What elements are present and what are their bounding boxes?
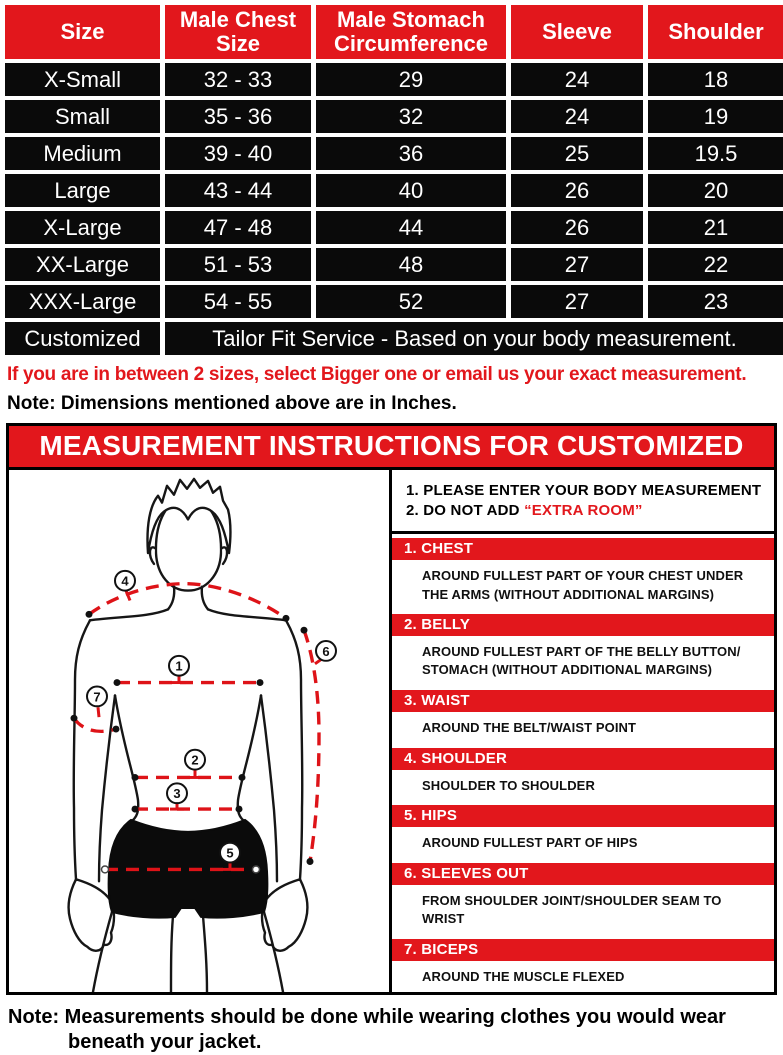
section-sleeves-out: [392, 863, 774, 934]
customized-value-cell: Tailor Fit Service - Based on your body measurement.: [165, 322, 783, 355]
table-cell: 19: [648, 100, 783, 133]
table-cell: XXX-Large: [5, 285, 160, 318]
section-heading: 5. HIPS: [392, 805, 774, 827]
instructions-title: MEASUREMENT INSTRUCTIONS FOR CUSTOMIZED: [9, 426, 774, 470]
section-body: AROUND FULLEST PART OF THE BELLY BUTTON/ STOMACH (WITHOUT ADDITIONAL MARGINS): [422, 644, 741, 678]
section-body: AROUND THE BELT/WAIST POINT: [422, 720, 637, 736]
intro-line-1: 1. PLEASE ENTER YOUR BODY MEASUREMENT: [406, 482, 762, 499]
section-body: SHOULDER TO SHOULDER: [422, 777, 595, 793]
table-cell: 54 - 55: [165, 285, 311, 318]
between-sizes-note: If you are in between 2 sizes, select Bigger one or email us your exact measurement.: [7, 364, 747, 385]
table-cell: 27: [511, 285, 643, 318]
section-heading: 1. CHEST: [392, 538, 774, 560]
extra-room-highlight: “EXTRA ROOM”: [524, 502, 643, 519]
section-heading: 2. BELLY: [392, 614, 774, 636]
table-cell: 27: [511, 248, 643, 281]
customized-label-cell: Customized: [5, 322, 160, 355]
section-belly: [392, 614, 774, 685]
table-cell: 52: [316, 285, 506, 318]
table-cell: 40: [316, 174, 506, 207]
svg-text:1: 1: [175, 658, 183, 674]
marker-4-icon: [115, 571, 135, 591]
table-header-size: Size: [5, 5, 160, 59]
svg-text:4: 4: [121, 573, 129, 589]
table-cell: 18: [648, 63, 783, 96]
section-heading: 4. SHOULDER: [392, 748, 774, 770]
table-header-chest: Male Chest Size: [165, 5, 311, 59]
intro-line-2: 2. DO NOT ADD “EXTRA ROOM”: [406, 502, 643, 519]
table-cell: 26: [511, 211, 643, 244]
table-cell: 32 - 33: [165, 63, 311, 96]
table-header-sleeve: Sleeve: [511, 5, 643, 59]
svg-text:3: 3: [173, 786, 181, 802]
section-heading: 3. WAIST: [392, 690, 774, 712]
svg-text:7: 7: [93, 689, 101, 705]
size-chart-table: [0, 0, 783, 355]
table-header-stomach: Male Stomach Circumference: [316, 5, 506, 59]
section-body: FROM SHOULDER JOINT/SHOULDER SEAM TO WRIST: [422, 892, 722, 927]
section-body: AROUND THE MUSCLE FLEXED: [422, 968, 625, 984]
section-heading: 6. SLEEVES OUT: [392, 863, 774, 885]
table-cell: 32: [316, 100, 506, 133]
table-cell: 36: [316, 137, 506, 170]
marker-3-icon: [167, 783, 187, 803]
svg-text:5: 5: [226, 845, 234, 861]
section-waist: [392, 690, 774, 743]
table-cell: 24: [511, 63, 643, 96]
section-heading: 7. BICEPS: [392, 939, 774, 961]
table-cell: 26: [511, 174, 643, 207]
marker-6-icon: [316, 641, 336, 661]
table-header-shoulder: Shoulder: [648, 5, 783, 59]
table-cell: 22: [648, 248, 783, 281]
table-cell: 51 - 53: [165, 248, 311, 281]
table-cell: 23: [648, 285, 783, 318]
section-shoulder: [392, 748, 774, 801]
table-cell: Large: [5, 174, 160, 207]
body-measurement-diagram: [9, 470, 392, 992]
instructions-content: [9, 470, 774, 992]
marker-7-icon: [87, 687, 107, 707]
table-cell: 21: [648, 211, 783, 244]
table-cell: 19.5: [648, 137, 783, 170]
marker-2-icon: [185, 750, 205, 770]
male-figure-diagram-svg: [9, 470, 389, 992]
table-cell: Small: [5, 100, 160, 133]
table-cell: X-Large: [5, 211, 160, 244]
marker-1-icon: [169, 656, 189, 676]
marker-5-icon: [220, 843, 240, 863]
bottom-note: Note: Measurements should be done while wearing clothes you would wear beneath your jacket.: [8, 1006, 726, 1053]
table-cell: 20: [648, 174, 783, 207]
intro-box: [392, 470, 774, 534]
table-cell: 39 - 40: [165, 137, 311, 170]
svg-text:6: 6: [322, 643, 330, 659]
table-cell: 29: [316, 63, 506, 96]
table-cell: XX-Large: [5, 248, 160, 281]
section-body: AROUND FULLEST PART OF YOUR CHEST UNDER THE ARMS (WITHOUT ADDITIONAL MARGINS): [422, 568, 744, 602]
table-cell: 47 - 48: [165, 211, 311, 244]
section-hips: [392, 805, 774, 858]
instructions-panel: [392, 470, 774, 992]
table-cell: 43 - 44: [165, 174, 311, 207]
measurement-instructions-box: [6, 423, 777, 995]
section-biceps: [392, 939, 774, 992]
dimensions-note: Note: Dimensions mentioned above are in Inches.: [7, 393, 457, 414]
table-cell: 24: [511, 100, 643, 133]
table-cell: 35 - 36: [165, 100, 311, 133]
table-cell: 48: [316, 248, 506, 281]
table-cell: X-Small: [5, 63, 160, 96]
table-cell: 25: [511, 137, 643, 170]
table-cell: Medium: [5, 137, 160, 170]
table-cell: 44: [316, 211, 506, 244]
section-body: AROUND FULLEST PART OF HIPS: [422, 835, 638, 851]
section-chest: [392, 538, 774, 609]
svg-text:2: 2: [191, 752, 199, 768]
